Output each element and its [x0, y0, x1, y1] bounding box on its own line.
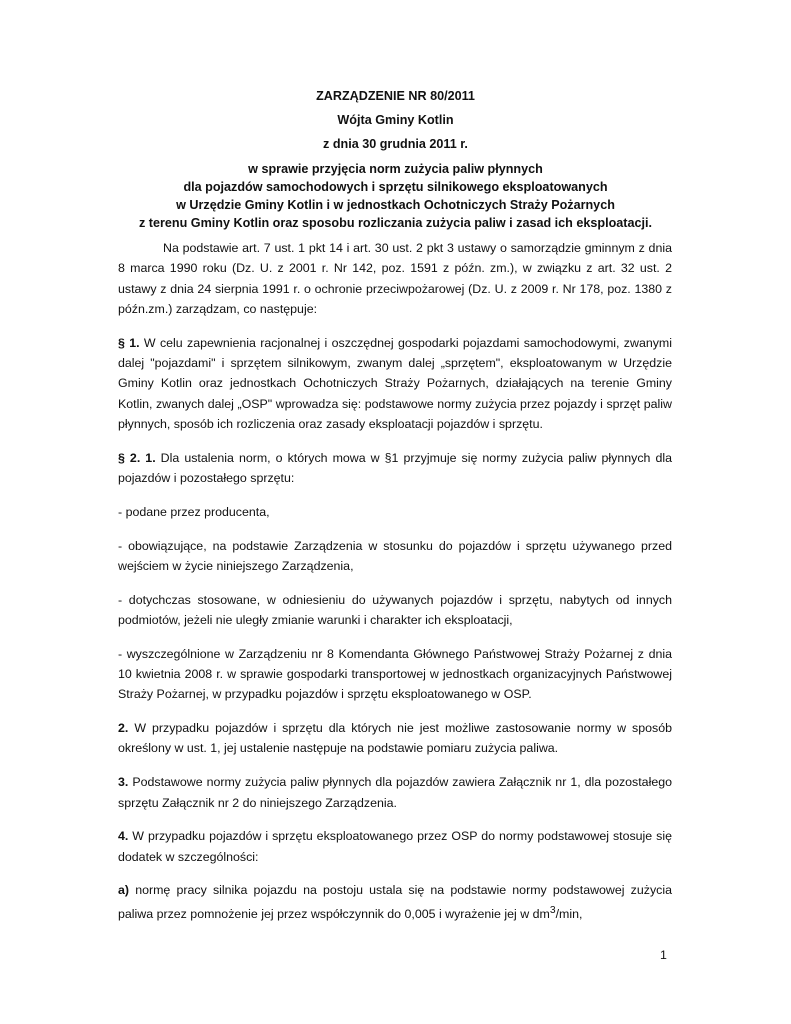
paragraph-4 [118, 826, 672, 867]
section-2-label: § 2. 1. [118, 450, 156, 465]
list-item: - dotychczas stosowane, w odniesieniu do używanych pojazdów i sprzętu, nabytych od innych podmiotów, jeżeli nie uległy zmianie warunki i charakter ich eksploatacji, [118, 592, 672, 627]
section-2-text: Dla ustalenia norm, o których mowa w §1 przyjmuje się normy zużycia paliw płynnych dla pojazdów i pozostałego sprzętu: [118, 450, 672, 485]
page-number: 1 [660, 948, 667, 962]
section-1-paragraph [118, 333, 672, 434]
paragraph-4-text: W przypadku pojazdów i sprzętu eksploatowanego przez OSP do normy podstawowej stosuje się dodatek w szczególności: [118, 829, 672, 864]
subject-line: w Urzędzie Gminy Kotlin i w jednostkach Ochotniczych Straży Pożarnych [176, 198, 615, 212]
paragraph-a [118, 880, 672, 924]
section-2-paragraph [118, 448, 672, 489]
subject-line: z terenu Gminy Kotlin oraz sposobu rozliczania zużycia paliw i zasad ich eksploatacji. [139, 216, 652, 230]
preamble-paragraph: Na podstawie art. 7 ust. 1 pkt 14 i art. 30 ust. 2 pkt 3 ustawy o samorządzie gminnym z dnia 8 marca 1990 roku (Dz. U. z 2001 r. Nr 142, poz. 1591 z późn. zm.), w związku z art. 32 ust. 2 ustawy z dnia 24 sierpnia 1991 r. o ochronie przeciwpożarowej (Dz. U. z 2009 r. Nr 178, poz. 1380 z późn.zm.) zarządzam, co następuje: [118, 241, 672, 316]
superscript-exponent: 3 [549, 904, 556, 916]
paragraph-2-text: W przypadku pojazdów i sprzętu dla których nie jest możliwe zastosowanie normy w sposób określony w ust. 1, jej ustalenie następuje na podstawie pomiaru zużycia paliwa. [118, 721, 672, 756]
subject-line: w sprawie przyjęcia norm zużycia paliw płynnych [248, 162, 543, 176]
paragraph-3-text: Podstawowe normy zużycia paliw płynnych dla pojazdów zawiera Załącznik nr 1, dla pozostałego sprzętu Załącznik nr 2 do niniejszego Zarządzenia. [118, 775, 672, 810]
list-item: - obowiązujące, na podstawie Zarządzenia w stosunku do pojazdów i sprzętu używanego przed wejściem w życie niniejszego Zarządzenia, [118, 538, 672, 573]
paragraph-4-label: 4. [118, 829, 129, 844]
paragraph-3 [118, 772, 672, 813]
list-item: - wyszczególnione w Zarządzeniu nr 8 Komendanta Głównego Państwowej Straży Pożarnej z dnia 10 kwietnia 2008 r. w sprawie gospodarki transportowej w jednostkach organizacyjnych Państwowej Straży Pożarnej, w przypadku pojazdów i sprzętu eksploatowanego w OSP. [118, 646, 672, 702]
paragraph-2 [118, 718, 672, 759]
document-date: z dnia 30 grudnia 2011 r. [323, 137, 468, 151]
document-title: ZARZĄDZENIE NR 80/2011 [316, 89, 475, 103]
issuing-authority: Wójta Gminy Kotlin [337, 113, 454, 127]
list-item: - podane przez producenta, [118, 504, 270, 519]
paragraph-a-label: a) [118, 883, 130, 898]
paragraph-2-label: 2. [118, 721, 129, 736]
paragraph-a-text: normę pracy silnika pojazdu na postoju ustala się na podstawie normy podstawowej zużycia paliwa przez pomnożenie jej przez współczynnik do 0,005 i wyrażenie jej w dm [118, 883, 672, 921]
document-subject [80, 160, 711, 232]
subject-line: dla pojazdów samochodowych i sprzętu silnikowego eksploatowanych [183, 180, 608, 194]
document-body [118, 238, 672, 938]
section-1-label: § 1. [118, 335, 140, 350]
paragraph-a-tail: /min, [555, 906, 583, 921]
paragraph-3-label: 3. [118, 775, 129, 790]
section-1-text: W celu zapewnienia racjonalnej i oszczędnej gospodarki pojazdami samochodowymi, zwanymi dalej "pojazdami" i sprzętem silnikowym, zwanym dalej „sprzętem", eksploatowanym w Urzędzie Gminy Kotlin oraz jednostkach Ochotniczych Straży Pożarnych, działających na terenie Gminy Kotlin, zwanych dalej „OSP" wprowadza się: podstawowe normy zużycia przez pojazdy i sprzęt paliw płynnych, sposób ich rozliczenia oraz zasady eksploatacji pojazdów i sprzętu. [118, 335, 672, 431]
